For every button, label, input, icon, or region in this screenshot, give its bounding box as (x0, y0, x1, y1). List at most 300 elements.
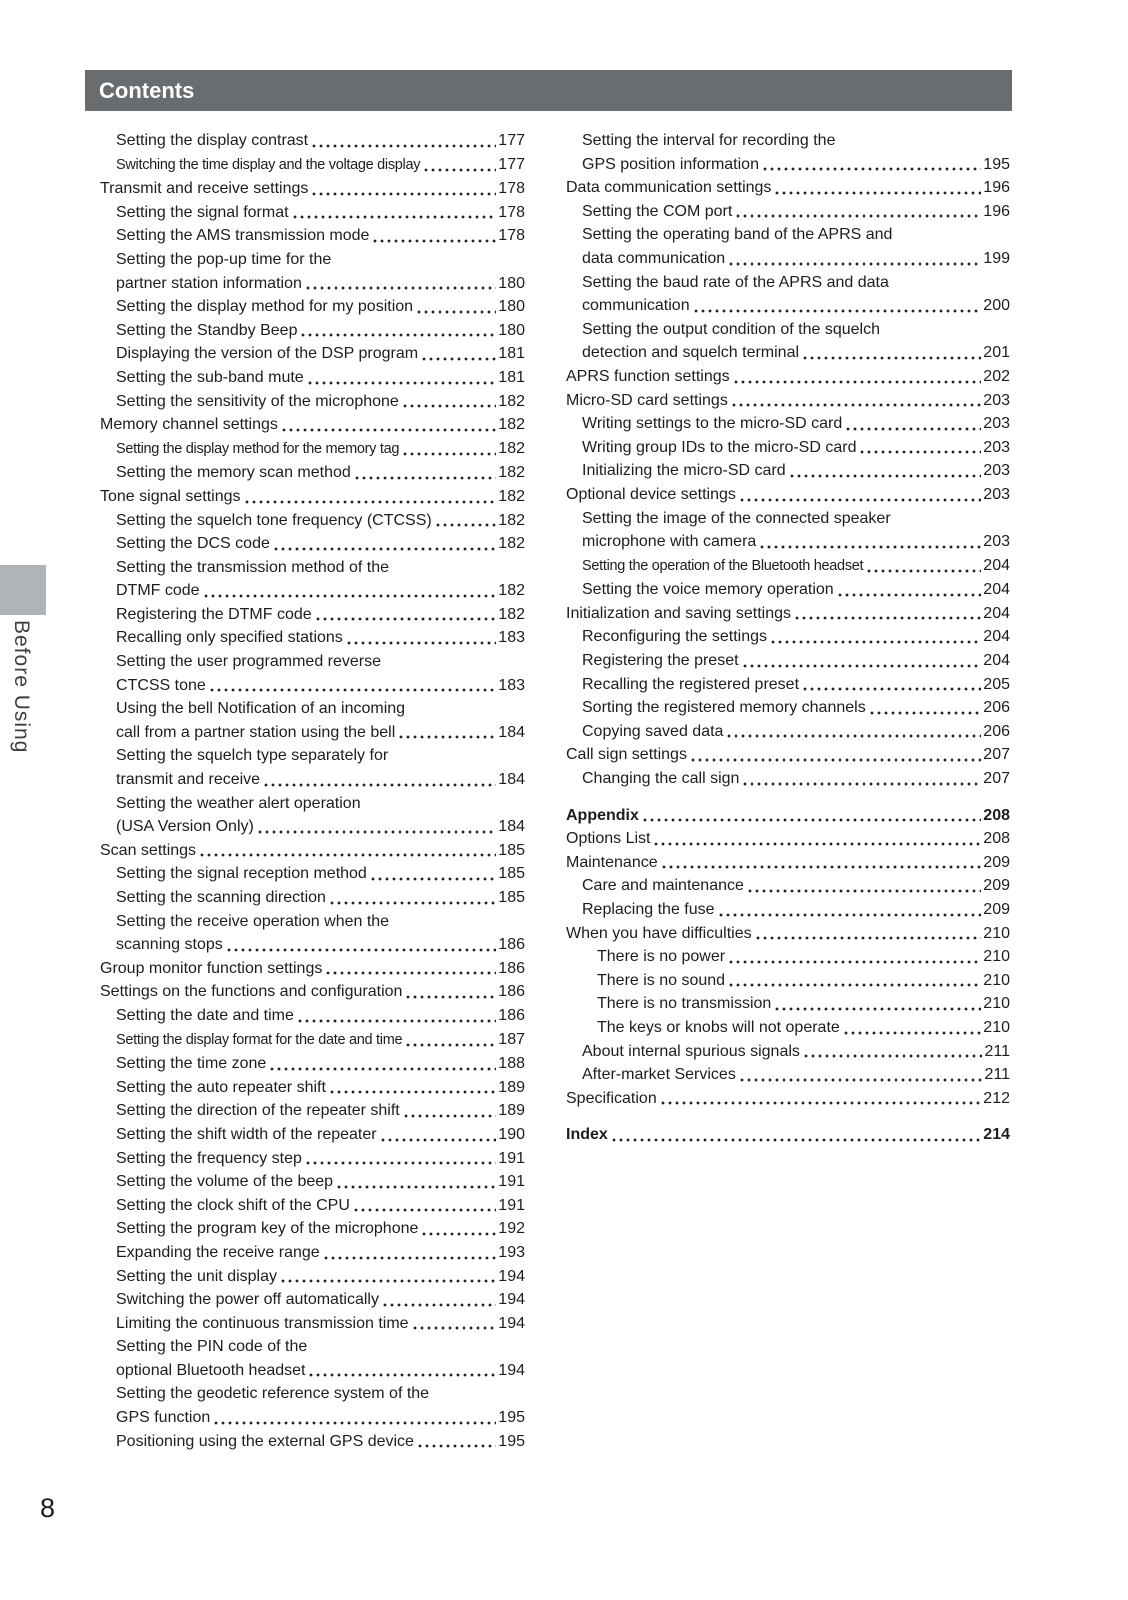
toc-page-number: 203 (983, 485, 1010, 503)
toc-entry-lastline (582, 720, 1010, 744)
toc-entry-lastline (597, 992, 1010, 1016)
leader-dots (771, 640, 981, 644)
toc-entry-lastline (566, 389, 1010, 413)
toc-entry-lastline (100, 485, 525, 509)
toc-page-number: 204 (983, 652, 1010, 670)
toc-entry-lastline (116, 862, 525, 886)
toc-entry-text: Using the bell Notification of an incoming (116, 700, 406, 718)
toc-entry (100, 1265, 525, 1289)
toc-page-number: 182 (498, 605, 525, 623)
toc-entry-text: Setting the Standby Beep (116, 321, 298, 339)
leader-dots (775, 191, 981, 195)
toc-entry-lastline (116, 1241, 525, 1265)
toc-entry-lastline (582, 153, 1010, 177)
toc-entry (100, 862, 525, 886)
leader-dots (200, 853, 496, 857)
toc-entry-lastline (116, 295, 525, 319)
leader-dots (743, 782, 981, 786)
toc-entry-lastline (116, 721, 525, 745)
toc-entry-lastline (116, 1430, 525, 1454)
toc-entry (566, 827, 1010, 851)
toc-entry-text: communication (582, 297, 690, 315)
toc-entry-text: (USA Version Only) (116, 818, 254, 836)
toc-entry-lastline (116, 1099, 525, 1123)
toc-entry (566, 459, 1010, 483)
toc-entry (100, 744, 525, 791)
leader-dots (330, 901, 496, 905)
toc-page-number: 202 (983, 367, 1010, 385)
toc-entry-lastline (566, 176, 1010, 200)
toc-entry (566, 696, 1010, 720)
toc-entry-text: Recalling the registered preset (582, 675, 800, 693)
toc-entry-text: Setting the shift width of the repeater (116, 1125, 377, 1143)
leader-dots (330, 1090, 496, 1094)
toc-entry-lastline (566, 1123, 1010, 1147)
contents-header (85, 70, 1012, 111)
toc-entry (100, 295, 525, 319)
toc-entry (100, 1052, 525, 1076)
toc-entry-lastline (116, 933, 525, 957)
toc-entry (566, 720, 1010, 744)
leader-dots (729, 262, 981, 266)
toc-entry (566, 1087, 1010, 1111)
toc-page-number: 214 (983, 1126, 1010, 1144)
toc-entry-lastline (582, 625, 1010, 649)
toc-entry-lastline (116, 768, 525, 792)
toc-page-number: 189 (498, 1102, 525, 1120)
toc-page-number: 186 (498, 936, 525, 954)
leader-dots (417, 310, 496, 314)
toc-entry-lastline (582, 1040, 1010, 1064)
toc-page-number: 178 (498, 203, 525, 221)
toc-entry-lastline (116, 342, 525, 366)
leader-dots (740, 1078, 983, 1082)
toc-entry-text: Limiting the continuous transmission time (116, 1314, 409, 1332)
toc-entry-text: Setting the squelch type separately for (116, 747, 389, 765)
toc-page-number: 204 (983, 604, 1010, 622)
toc-page-number: 186 (498, 959, 525, 977)
toc-entry (566, 874, 1010, 898)
toc-page-number: 207 (983, 746, 1010, 764)
toc-entry (100, 1288, 525, 1312)
toc-entry-text: Setting the baud rate of the APRS and data (582, 273, 889, 291)
toc-entry-lastline (116, 603, 525, 627)
toc-page-number: 181 (498, 345, 525, 363)
leader-dots (424, 168, 496, 172)
toc-entry-lastline (100, 957, 525, 981)
leader-dots (204, 594, 497, 598)
toc-entry (100, 201, 525, 225)
toc-entry-lastline (597, 945, 1010, 969)
toc-entry-text: About internal spurious signals (582, 1042, 800, 1060)
leader-dots (308, 381, 497, 385)
toc-entry-text: Setting the time zone (116, 1055, 267, 1073)
toc-entry (566, 223, 1010, 270)
leader-dots (740, 498, 981, 502)
toc-page-number: 182 (498, 511, 525, 529)
toc-entry (100, 1335, 525, 1382)
toc-entry-text: Settings on the functions and configuration (100, 983, 403, 1001)
toc-page-number: 200 (983, 297, 1010, 315)
leader-dots (795, 616, 981, 620)
toc-page-number: 204 (983, 628, 1010, 646)
toc-page-number: 195 (498, 1409, 525, 1427)
toc-entry (566, 1016, 1010, 1040)
toc-entry-text: Setting the signal reception method (116, 865, 367, 883)
toc-entry (100, 1382, 525, 1429)
toc-entry-text: Switching the power off automatically (116, 1291, 379, 1309)
toc-entry-lastline (116, 224, 525, 248)
toc-entry-text: Writing group IDs to the micro-SD card (582, 438, 857, 456)
toc-entry-text: Setting the interval for recording the (582, 132, 836, 149)
toc-entry (566, 602, 1010, 626)
leader-dots (719, 913, 982, 917)
toc-entry-text: Setting the display contrast (116, 132, 309, 149)
toc-page-number: 193 (498, 1243, 525, 1261)
toc-entry (566, 767, 1010, 791)
toc-entry-text: Setting the transmission method of the (116, 558, 390, 576)
toc-entry (566, 554, 1010, 579)
toc-page-number: 182 (498, 487, 525, 505)
toc-entry-text: Setting the volume of the beep (116, 1173, 334, 1191)
toc-entry-text: Setting the frequency step (116, 1149, 302, 1167)
toc-page-number: 185 (498, 865, 525, 883)
toc-entry-text: Setting the scanning direction (116, 889, 326, 906)
toc-entry-text: Setting the geodetic reference system of the (116, 1385, 430, 1403)
toc-entry-text: Memory channel settings (100, 416, 278, 434)
leader-dots (227, 948, 497, 952)
toc-entry-text: Setting the PIN code of the (116, 1338, 308, 1356)
toc-entry (566, 1063, 1010, 1087)
toc-entry-lastline (582, 554, 1010, 579)
toc-entry (100, 1430, 525, 1454)
toc-entry-text: When you have difficulties (566, 924, 752, 942)
toc-page-number: 209 (983, 901, 1010, 918)
toc-entry-text: The keys or knobs will not operate (597, 1018, 840, 1036)
leader-dots (694, 309, 982, 313)
toc-entry-lastline (116, 1265, 525, 1289)
leader-dots (373, 239, 496, 243)
toc-entry-text: Call sign settings (566, 746, 687, 764)
toc-entry-text: Micro-SD card settings (566, 391, 728, 409)
toc-entry-lastline (100, 980, 525, 1004)
toc-entry-text: transmit and receive (116, 771, 261, 789)
toc-entry (100, 177, 525, 201)
toc-page-number: 194 (498, 1267, 525, 1285)
toc-spacer (566, 791, 1010, 804)
toc-entry (100, 650, 525, 697)
toc-entry-text: Setting the clock shift of the CPU (116, 1196, 350, 1214)
leader-dots (860, 450, 981, 454)
toc-entry (100, 532, 525, 556)
toc-entry (100, 697, 525, 744)
toc-entry-text: There is no transmission (597, 995, 772, 1013)
leader-dots (399, 735, 496, 739)
leader-dots (293, 215, 497, 219)
toc-page-number: 206 (983, 722, 1010, 740)
toc-entry-text: Setting the operation of the Bluetooth headset (582, 557, 864, 574)
leader-dots (403, 452, 496, 456)
leader-dots (210, 688, 496, 692)
toc-page-number: 182 (498, 439, 525, 457)
toc-entry-lastline (582, 898, 1010, 922)
toc-entry-text: optional Bluetooth headset (116, 1361, 306, 1379)
toc-entry-lastline (116, 319, 525, 343)
toc-entry-text: call from a partner station using the bell (116, 723, 396, 741)
toc-entry (566, 851, 1010, 875)
sidebar-section-tab (0, 565, 46, 615)
leader-dots (258, 830, 496, 834)
toc-page-number: 194 (498, 1361, 525, 1379)
toc-entry-lastline (582, 247, 1010, 271)
toc-entry (100, 390, 525, 414)
toc-entry-text: Setting the display method for my position (116, 298, 414, 316)
toc-page-number: 178 (498, 180, 525, 198)
toc-entry (566, 578, 1010, 602)
toc-entry-text: Setting the image of the connected speaker (582, 509, 891, 527)
toc-entry-text: Setting the voice memory operation (582, 581, 834, 599)
leader-dots (355, 476, 497, 480)
toc-entry-lastline (116, 1123, 525, 1147)
toc-entry (566, 1123, 1010, 1147)
leader-dots (803, 687, 981, 691)
toc-page-number: 203 (983, 462, 1010, 480)
toc-entry-lastline (582, 767, 1010, 791)
leader-dots (298, 1019, 496, 1023)
toc-entry-text: There is no sound (597, 971, 726, 989)
leader-dots (736, 214, 981, 218)
toc-entry (100, 957, 525, 981)
toc-entry-lastline (582, 1063, 1010, 1087)
toc-entry-text: scanning stops (116, 936, 223, 954)
leader-dots (413, 1326, 497, 1330)
toc-entry-lastline (566, 851, 1010, 875)
leader-dots (301, 333, 496, 337)
contents-header-title: Contents (99, 78, 195, 103)
toc-entry-text: There is no power (597, 948, 726, 966)
toc-entry-lastline (116, 626, 525, 650)
leader-dots (347, 641, 497, 645)
toc-entry-text: Options List (566, 830, 651, 848)
leader-dots (404, 1114, 497, 1118)
toc-page-number: 203 (983, 438, 1010, 456)
toc-entry-text: Care and maintenance (582, 877, 744, 895)
toc-entry (100, 1004, 525, 1028)
toc-right-column (566, 129, 1010, 1147)
toc-entry-lastline (116, 1052, 525, 1076)
toc-entry-lastline (116, 579, 525, 603)
toc-entry-text: GPS position information (582, 155, 759, 173)
leader-dots (654, 842, 981, 846)
leader-dots (803, 356, 981, 360)
toc-entry (566, 412, 1010, 436)
toc-page-number: 180 (498, 321, 525, 339)
toc-entry-lastline (566, 804, 1010, 828)
toc-page-number: 210 (983, 948, 1010, 966)
toc-entry-text: Tone signal settings (100, 487, 241, 505)
leader-dots (264, 783, 496, 787)
toc-entry-text: Setting the pop-up time for the (116, 250, 332, 268)
toc-entry (100, 910, 525, 957)
toc-entry-text: Positioning using the external GPS device (116, 1432, 414, 1450)
leader-dots (612, 1138, 982, 1142)
toc-page-number: 181 (498, 368, 525, 386)
toc-page-number: 207 (983, 770, 1010, 788)
toc-entry-lastline (116, 1170, 525, 1194)
toc-page-number: 195 (498, 1432, 525, 1450)
leader-dots (643, 818, 981, 822)
toc-entry-lastline (116, 532, 525, 556)
toc-page-number: 210 (983, 971, 1010, 989)
toc-entry (100, 1123, 525, 1147)
toc-entry-lastline (116, 272, 525, 296)
toc-entry-text: Replacing the fuse (582, 901, 715, 918)
toc-entry-text: Writing settings to the micro-SD card (582, 415, 843, 433)
toc-entry-text: Setting the program key of the microphone (116, 1220, 419, 1238)
leader-dots (867, 569, 981, 573)
toc-entry (100, 1099, 525, 1123)
toc-entry-text: Expanding the receive range (116, 1243, 320, 1261)
leader-dots (729, 983, 981, 987)
toc-entry (566, 389, 1010, 413)
toc-page-number: 191 (498, 1173, 525, 1191)
toc-entry-text: Initializing the micro-SD card (582, 462, 786, 480)
leader-dots (846, 427, 981, 431)
toc-entry (566, 804, 1010, 828)
toc-page-number: 203 (983, 533, 1010, 551)
leader-dots (838, 593, 982, 597)
toc-entry-lastline (566, 365, 1010, 389)
toc-entry-lastline (116, 1288, 525, 1312)
leader-dots (790, 474, 982, 478)
toc-entry (566, 436, 1010, 460)
leader-dots (245, 500, 497, 504)
toc-page-number: 211 (984, 1042, 1010, 1060)
toc-entry-text: Data communication settings (566, 179, 772, 197)
toc-left-column (85, 129, 525, 1453)
toc-entry-text: Setting the AMS transmission mode (116, 227, 370, 245)
toc-entry (566, 743, 1010, 767)
toc-entry (566, 673, 1010, 697)
leader-dots (371, 877, 496, 881)
leader-dots (403, 404, 496, 408)
toc-entry-text: Setting the DCS code (116, 535, 270, 553)
toc-page-number: 190 (498, 1125, 525, 1143)
toc-entry-lastline (566, 922, 1010, 946)
toc-entry (100, 1170, 525, 1194)
toc-entry-text: Setting the memory scan method (116, 464, 351, 482)
toc-entry-text: Registering the preset (582, 652, 739, 670)
toc-page-number: 194 (498, 1291, 525, 1309)
toc-page-number: 210 (983, 924, 1010, 942)
leader-dots (214, 1421, 496, 1425)
toc-entry-lastline (582, 673, 1010, 697)
toc-entry-text: Index (566, 1126, 608, 1144)
toc-entry (100, 224, 525, 248)
toc-entry-lastline (566, 602, 1010, 626)
page-number: 8 (40, 1493, 56, 1523)
toc-page-number: 191 (498, 1196, 525, 1214)
leader-dots (870, 711, 982, 715)
toc-entry (566, 129, 1010, 176)
toc-entry-text: Setting the squelch tone frequency (CTCSS) (116, 511, 432, 529)
leader-dots (748, 889, 981, 893)
toc-entry (100, 1312, 525, 1336)
toc-page-number: 180 (498, 274, 525, 292)
leader-dots (282, 428, 496, 432)
toc-page-number: 182 (498, 416, 525, 434)
toc-entry-text: CTCSS tone (116, 676, 206, 694)
toc-entry-text: Recalling only specified stations (116, 629, 343, 647)
toc-entry (100, 626, 525, 650)
toc-page-number: 184 (498, 771, 525, 789)
toc-entry (100, 485, 525, 509)
leader-dots (661, 1101, 982, 1105)
toc-entry-lastline (566, 743, 1010, 767)
leader-dots (729, 960, 981, 964)
leader-dots (274, 547, 496, 551)
toc-entry-text: Setting the weather alert operation (116, 794, 361, 812)
leader-dots (743, 664, 982, 668)
toc-entry-lastline (582, 459, 1010, 483)
toc-entry-lastline (582, 530, 1010, 554)
toc-entry (566, 507, 1010, 554)
toc-page-number: 201 (983, 344, 1010, 362)
leader-dots (732, 403, 981, 407)
toc-entry (566, 625, 1010, 649)
toc-page-number: 184 (498, 723, 525, 741)
leader-dots (309, 1373, 496, 1377)
toc-entry-lastline (116, 1312, 525, 1336)
toc-entry-text: Maintenance (566, 853, 658, 871)
toc-entry-text: Sorting the registered memory channels (582, 699, 866, 717)
toc-entry-lastline (116, 390, 525, 414)
leader-dots (844, 1031, 982, 1035)
toc-entry (100, 437, 525, 462)
toc-entry-lastline (116, 815, 525, 839)
toc-page-number: 186 (498, 983, 525, 1001)
toc-entry-lastline (116, 1194, 525, 1218)
leader-dots (804, 1054, 983, 1058)
toc-spacer (566, 1110, 1010, 1123)
toc-entry (566, 945, 1010, 969)
toc-entry-lastline (100, 413, 525, 437)
leader-dots (337, 1185, 496, 1189)
toc-entry (100, 886, 525, 910)
toc-entry (100, 1217, 525, 1241)
toc-entry-lastline (582, 341, 1010, 365)
toc-page-number: 182 (498, 582, 525, 600)
leader-dots (270, 1067, 496, 1071)
leader-dots (306, 286, 496, 290)
leader-dots (422, 357, 496, 361)
toc-page-number: 182 (498, 464, 525, 482)
toc-page-number: 183 (498, 629, 525, 647)
toc-entry-lastline (582, 200, 1010, 224)
toc-page-number: 185 (498, 841, 525, 859)
toc-entry (566, 1040, 1010, 1064)
leader-dots (418, 1444, 496, 1448)
toc-entry-text: Setting the output condition of the squelch (582, 320, 880, 338)
toc-entry (100, 1076, 525, 1100)
toc-entry (566, 898, 1010, 922)
toc-entry (566, 318, 1010, 365)
leader-dots (727, 734, 981, 738)
toc-entry-lastline (597, 1016, 1010, 1040)
toc-entry-text: Optional device settings (566, 485, 736, 503)
leader-dots (406, 1043, 496, 1047)
toc-entry-lastline (582, 578, 1010, 602)
